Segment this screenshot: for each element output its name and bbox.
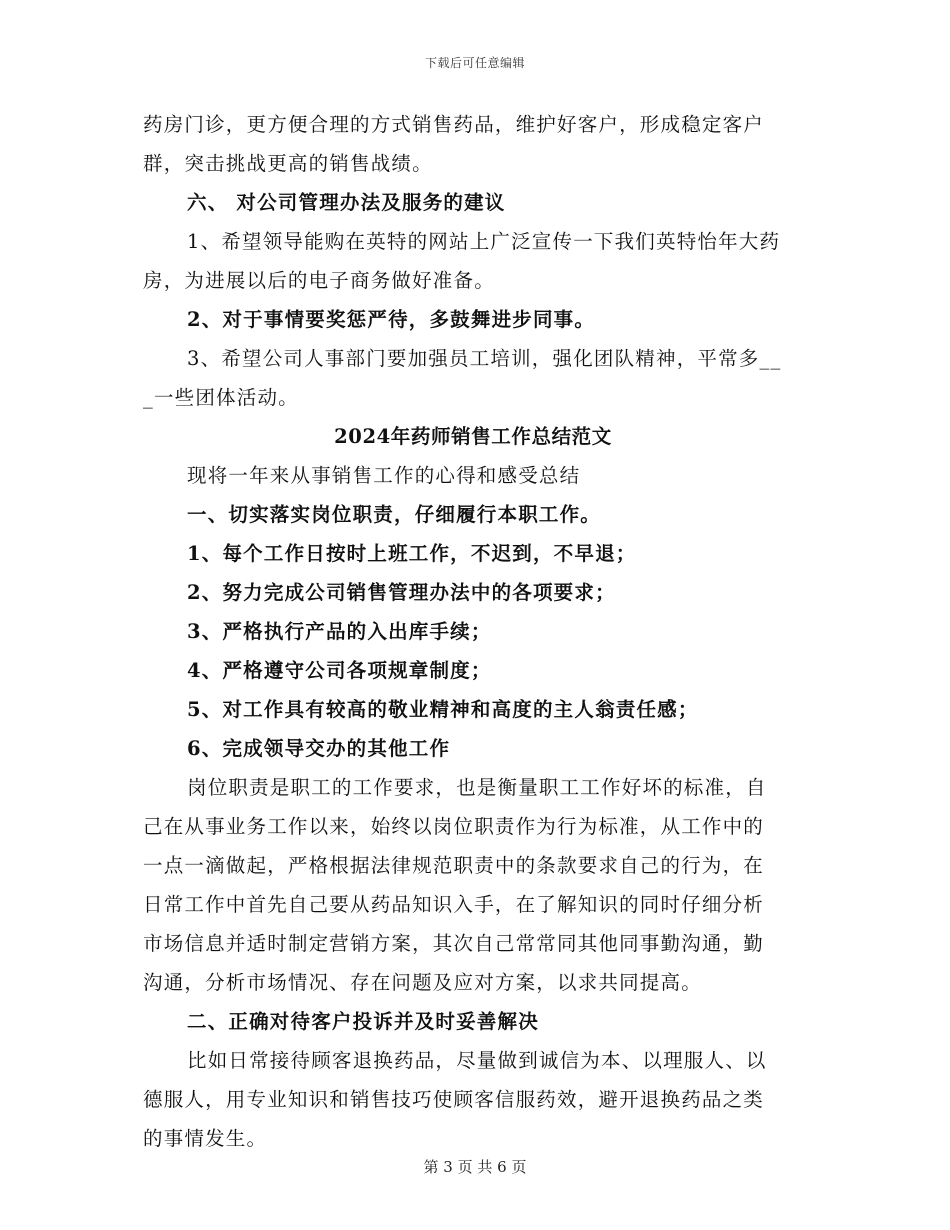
- body-line: 沟通，分析市场情况、存在问题及应对方案，以求共同提高。: [143, 971, 702, 994]
- body-line: 己在从事业务工作以来，始终以岗位职责作为行为标准，从工作中的: [143, 815, 765, 838]
- body-line: 药房门诊，更方便合理的方式销售药品，维护好客户，形成稳定客户: [143, 113, 765, 136]
- bold-item: 1、每个工作日按时上班工作，不迟到，不早退；: [187, 542, 637, 565]
- body-line: _一些团体活动。: [143, 386, 299, 409]
- body-line: 比如日常接待顾客退换药品，尽量做到诚信为本、以理服人、以: [187, 1049, 767, 1072]
- page-footer: 第 3 页 共 6 页: [423, 1158, 527, 1176]
- section-heading: 二、正确对待客户投诉并及时妥善解决: [187, 1010, 539, 1033]
- body-line: 的事情发生。: [143, 1127, 268, 1150]
- bold-item: 2、努力完成公司销售管理办法中的各项要求；: [187, 581, 616, 604]
- body-line: 1、希望领导能购在英特的网站上广泛宣传一下我们英特怡年大药: [187, 230, 781, 253]
- bold-item: 5、对工作具有较高的敬业精神和高度的主人翁责任感；: [187, 698, 699, 721]
- bold-item: 2、对于事情要奖惩严待，多鼓舞进步同事。: [187, 308, 596, 331]
- body-line: 现将一年来从事销售工作的心得和感受总结: [187, 464, 581, 487]
- bold-item: 3、严格执行产品的入出库手续；: [187, 620, 492, 643]
- body-line: 日常工作中首先自己要从药品知识入手，在了解知识的同时仔细分析: [143, 893, 765, 916]
- body-line: 一点一滴做起，严格根据法律规范职责中的条款要求自己的行为，在: [143, 854, 765, 877]
- body-line: 市场信息并适时制定营销方案，其次自己常常同其他同事勤沟通，勤: [143, 932, 765, 955]
- body-line: 房，为进展以后的电子商务做好准备。: [143, 269, 495, 292]
- document-title: 2024年药师销售工作总结范文: [334, 425, 612, 448]
- bold-item: 6、完成领导交办的其他工作: [187, 737, 451, 760]
- body-line: 3、希望公司人事部门要加强员工培训，强化团队精神，平常多__: [187, 347, 782, 370]
- body-line: 德服人，用专业知识和销售技巧使顾客信服药效，避开退换药品之类: [143, 1088, 765, 1111]
- bold-item: 4、严格遵守公司各项规章制度；: [187, 659, 492, 682]
- document-body: [143, 105, 803, 1158]
- section-heading: 六、 对公司管理办法及服务的建议: [187, 191, 506, 214]
- body-line: 岗位职责是职工的工作要求，也是衡量职工工作好坏的标准，自: [187, 776, 767, 799]
- body-line: 群，突击挑战更高的销售战绩。: [143, 152, 433, 175]
- section-heading: 一、切实落实岗位职责，仔细履行本职工作。: [187, 503, 602, 526]
- page-header: 下载后可任意编辑: [424, 56, 525, 70]
